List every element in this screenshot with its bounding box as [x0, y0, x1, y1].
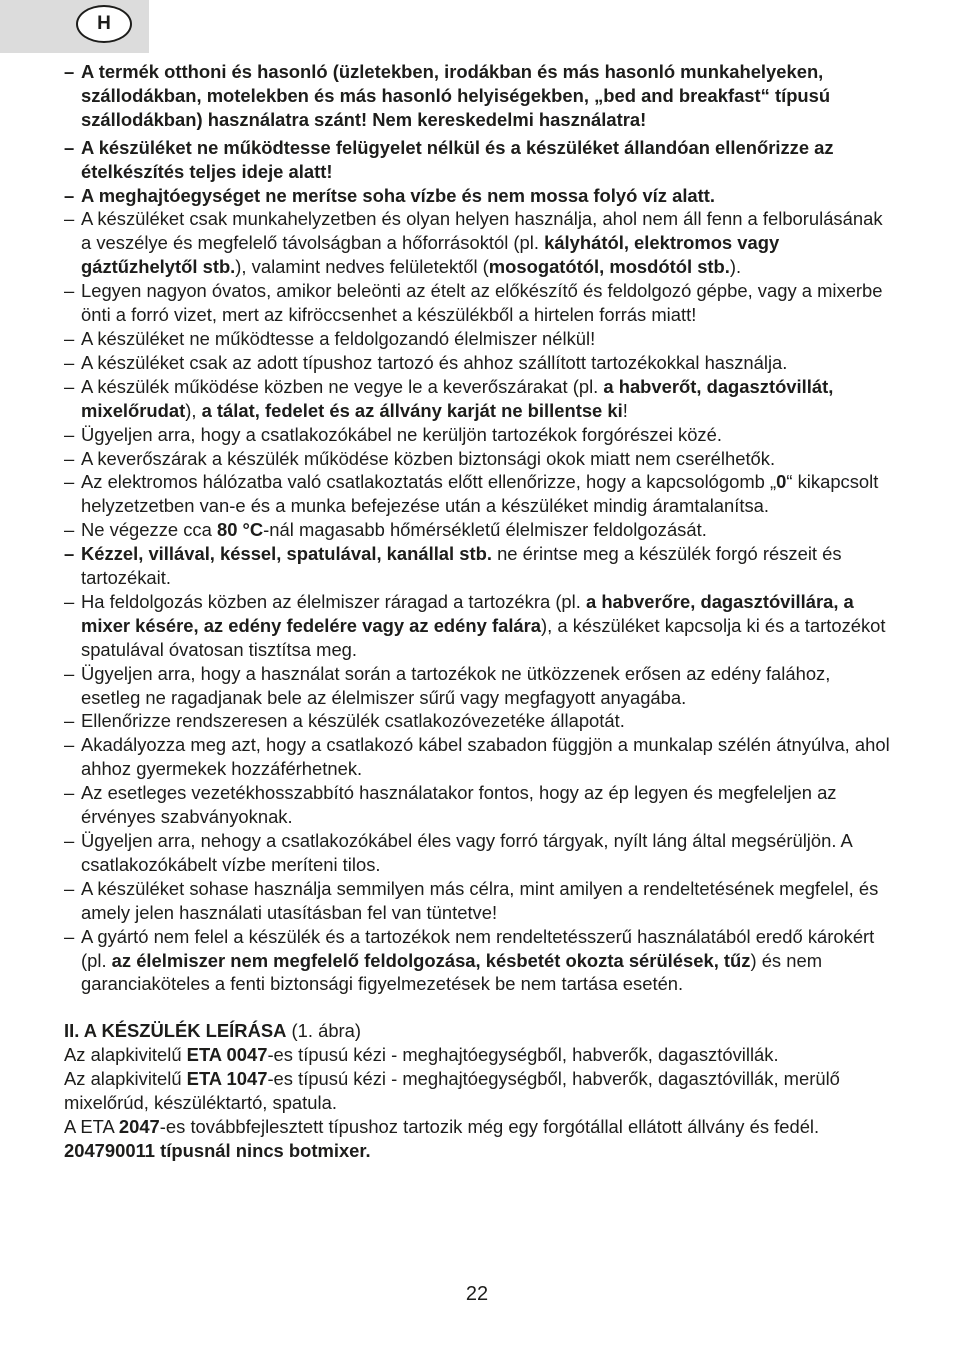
bullet-dash: –	[64, 423, 75, 445]
bullet-dash: –	[64, 782, 75, 804]
text-segment: !	[622, 399, 628, 421]
bold-text-segment: Kézzel, villával, késsel, spatulával, kanállal stb.	[81, 543, 492, 565]
bold-text-segment: a habverőre, dagasztóvillára, a mixer késére, az edény fedelére vagy az edény falára	[81, 590, 854, 636]
text-segment: Ügyeljen arra, hogy a használat során a tartozékok ne ütközzenek erősen az edény falához, esetleg ne ragadjanak bele az élelmiszer sűrű vagy megfagyott anyagába.	[81, 662, 831, 708]
text-segment: A készüléket csak az adott típushoz tartozó és ahhoz szállított tartozékokkal használja.	[81, 351, 788, 373]
safety-warning-item	[64, 518, 894, 542]
section-title-suffix: (1. ábra)	[286, 1020, 362, 1042]
bullet-dash: –	[64, 662, 75, 684]
safety-warning-text	[81, 782, 837, 827]
language-badge: H	[76, 5, 132, 43]
text-segment: “ kikapcsolt helyzetzetben van-e és a munka befejezése után a készüléket mindig áramtalanítsa.	[81, 471, 879, 517]
safety-warning-text	[81, 710, 625, 731]
bullet-dash: –	[64, 208, 75, 230]
safety-warning-text	[81, 185, 715, 206]
safety-warning-text	[81, 663, 830, 708]
safety-warning-item	[64, 207, 894, 279]
bullet-dash: –	[64, 280, 75, 302]
safety-warning-text	[81, 471, 878, 516]
text-segment: A készülék működése közben ne vegye le a keverőszárakat (pl.	[81, 375, 604, 397]
safety-warning-text	[81, 543, 842, 588]
bullet-dash: –	[64, 830, 75, 851]
text-segment: Ügyeljen arra, nehogy a csatlakozókábel éles vagy forró tárgyak, nyílt láng által megsérüljön. A csatlakozókábelt vízbe meríteni tilos.	[81, 830, 852, 875]
safety-warning-item	[64, 60, 894, 132]
bullet-dash: –	[64, 61, 75, 82]
safety-warning-text	[81, 448, 775, 469]
text-segment: Akadályozza meg azt, hogy a csatlakozó kábel szabadon függjön a munkalap szélén átnyúlva, ahol ahhoz gyermekek hozzáférhetnek.	[81, 734, 890, 780]
safety-warning-item	[64, 447, 894, 471]
text-segment: Az elektromos hálózatba való csatlakoztatás előtt ellenőrizze, hogy a kapcsológomb „	[81, 471, 777, 493]
safety-warning-item	[64, 423, 894, 447]
safety-warning-item	[64, 327, 894, 351]
text-segment: -es típusú kézi - meghajtóegységből, habverők, dagasztóvillák.	[267, 1044, 779, 1066]
safety-warning-item	[64, 375, 894, 423]
bold-text-segment: az élelmiszer nem megfelelő feldolgozása, késbetét okozta sérülések, tűz	[111, 949, 751, 971]
safety-warning-item	[64, 781, 894, 829]
text-segment: A készüléket sohase használja semmilyen más célra, mint amilyen a rendeltetésének megfelel, és amely jelen használati utasításban fel van tüntetve!	[81, 877, 879, 923]
text-segment: Az esetleges vezetékhosszabbító használatakor fontos, hogy az ép legyen és megfeleljen az érvényes szabványoknak.	[81, 782, 837, 828]
bullet-dash: –	[64, 327, 75, 349]
safety-warning-text	[81, 137, 834, 182]
bullet-dash: –	[64, 710, 75, 732]
safety-warning-item	[64, 590, 894, 662]
description-paragraph	[64, 1067, 894, 1115]
bullet-dash: –	[64, 519, 75, 541]
bullet-dash: –	[64, 925, 75, 947]
safety-warning-item	[64, 184, 894, 208]
page-content	[64, 60, 894, 1163]
text-segment: Ha feldolgozás közben az élelmiszer ráragad a tartozékra (pl.	[81, 590, 586, 612]
description-paragraph	[64, 1043, 894, 1067]
bullet-dash: –	[64, 734, 75, 756]
safety-warning-item	[64, 136, 894, 184]
bullet-dash: –	[64, 351, 75, 373]
bold-text-segment: kályhától, elektromos vagy gáztűzhelytől stb.	[81, 232, 780, 278]
language-tab	[0, 0, 149, 53]
bold-text-segment: 2047	[118, 1115, 160, 1137]
text-segment: ),	[185, 399, 202, 421]
text-segment: A készüléket csak munkahelyzetben és olyan helyen használja, ahol nem áll fenn a felborulásának a veszélye és megfelelő távolságban a hőforrásoktól (pl.	[81, 208, 883, 254]
bold-text-segment: mosogatótól, mosdótól stb.	[488, 256, 730, 278]
text-segment: Az alapkivitelű	[64, 1068, 187, 1090]
bullet-dash: –	[64, 184, 75, 206]
text-segment: Az alapkivitelű	[64, 1044, 187, 1066]
text-segment: A keverőszárak a készülék működése közben biztonsági okok miatt nem cserélhetők.	[81, 447, 776, 469]
safety-warning-text	[81, 376, 833, 421]
safety-warning-item	[64, 733, 894, 781]
bold-text-segment: 0	[776, 471, 787, 493]
text-segment: ), a készüléket kapcsolja ki és a tartozékot spatulával óvatosan tisztítsa meg.	[81, 614, 886, 660]
safety-warning-item	[64, 542, 894, 590]
text-segment: A készüléket ne működtesse a feldolgozandó élelmiszer nélkül!	[81, 327, 596, 349]
text-segment: Ügyeljen arra, hogy a csatlakozókábel ne kerüljön tartozékok forgórészei közé.	[81, 423, 722, 445]
safety-warning-text	[81, 328, 595, 349]
text-segment: Legyen nagyon óvatos, amikor beleönti az ételt az előkészítő és feldolgozó gépbe, vagy a mixerbe önti a forró vizet, mert az kifröccsenhet a készülékből a hirtelen forrás miatt!	[81, 280, 883, 326]
description-paragraph	[64, 1115, 894, 1163]
safety-warning-item	[64, 470, 894, 518]
safety-warning-text	[81, 280, 883, 325]
text-segment: -es típusú kézi - meghajtóegységből, habverők, dagasztóvillák, merülő mixelőrúd, készüléktartó, spatula.	[64, 1068, 840, 1114]
bullet-dash: –	[64, 375, 75, 397]
bold-text-segment: a habverőt, dagasztóvillát, mixelőrudat	[81, 375, 834, 421]
safety-warning-text	[81, 61, 830, 130]
safety-warning-item	[64, 351, 894, 375]
text-segment: A termék otthoni és hasonló (üzletekben, irodákban és más hasonló munkahelyeken, szállodákban, motelekben és más hasonló helyiségekben, „bed and breakfast“ típusú szállodákban) használatra szánt! Nem kereskedelmi használatra!	[81, 61, 831, 130]
bold-text-segment: a tálat, fedelet és az állvány karját ne billentse ki	[201, 399, 623, 421]
text-segment: A meghajtóegységet ne merítse soha vízbe és nem mossa folyó víz alatt.	[81, 184, 716, 206]
bullet-dash: –	[64, 590, 75, 612]
bullet-dash: –	[64, 877, 75, 899]
safety-warning-item	[64, 925, 894, 997]
safety-warnings-list	[64, 60, 894, 996]
safety-warning-item	[64, 279, 894, 327]
text-segment: -nál magasabb hőmérsékletű élelmiszer feldolgozását.	[263, 519, 707, 541]
safety-warning-text	[81, 878, 878, 923]
bullet-dash: –	[64, 543, 75, 565]
safety-warning-text	[81, 519, 707, 540]
safety-warning-text	[81, 734, 890, 779]
safety-warning-text	[81, 926, 874, 995]
device-description-section	[64, 1019, 894, 1162]
page-number: 22	[465, 1283, 489, 1305]
safety-warning-text	[81, 830, 852, 875]
bullet-dash: –	[64, 471, 75, 493]
bold-text-segment: ETA 0047	[186, 1044, 268, 1066]
text-segment: ).	[729, 256, 742, 278]
safety-warning-item	[64, 877, 894, 925]
bullet-dash: –	[64, 136, 75, 158]
section-heading	[64, 1019, 894, 1043]
text-segment: ne érintse meg a készülék forgó részeit és tartozékait.	[81, 543, 842, 589]
text-segment: A ETA	[64, 1115, 119, 1137]
safety-warning-text	[81, 352, 787, 373]
text-segment: Ne végezze cca	[81, 519, 217, 541]
safety-warning-item	[64, 709, 894, 733]
section-paragraphs	[64, 1043, 894, 1163]
safety-warning-text	[81, 591, 886, 660]
safety-warning-text	[81, 424, 722, 445]
text-segment: ), valamint nedves felületektől (	[235, 256, 489, 278]
safety-warning-item	[64, 829, 894, 877]
bullet-dash: –	[64, 447, 75, 469]
text-segment: A készüléket ne működtesse felügyelet nélkül és a készüléket állandóan ellenőrizze az ételkészítés teljes ideje alatt!	[81, 136, 834, 182]
bold-text-segment: ETA 1047	[186, 1068, 268, 1090]
text-segment: A gyártó nem felel a készülék és a tartozékok nem rendeltetésszerű használatából eredő károkért (pl.	[81, 925, 875, 971]
bold-text-segment: 80 °C	[216, 519, 264, 541]
text-segment: ) és nem garanciaköteles a fenti biztonsági figyelmezetések be nem tartása esetén.	[81, 949, 823, 995]
safety-warning-item	[64, 662, 894, 710]
text-segment: -es továbbfejlesztett típushoz tartozik még egy forgótállal ellátott állvány és fedél.	[159, 1115, 820, 1137]
text-segment: Ellenőrizze rendszeresen a készülék csatlakozóvezetéke állapotát.	[81, 710, 625, 732]
bold-text-segment: 204790011 típusnál nincs botmixer.	[64, 1139, 371, 1161]
safety-warning-text	[81, 208, 883, 277]
section-title: II. A KÉSZÜLÉK LEÍRÁSA	[64, 1020, 287, 1042]
